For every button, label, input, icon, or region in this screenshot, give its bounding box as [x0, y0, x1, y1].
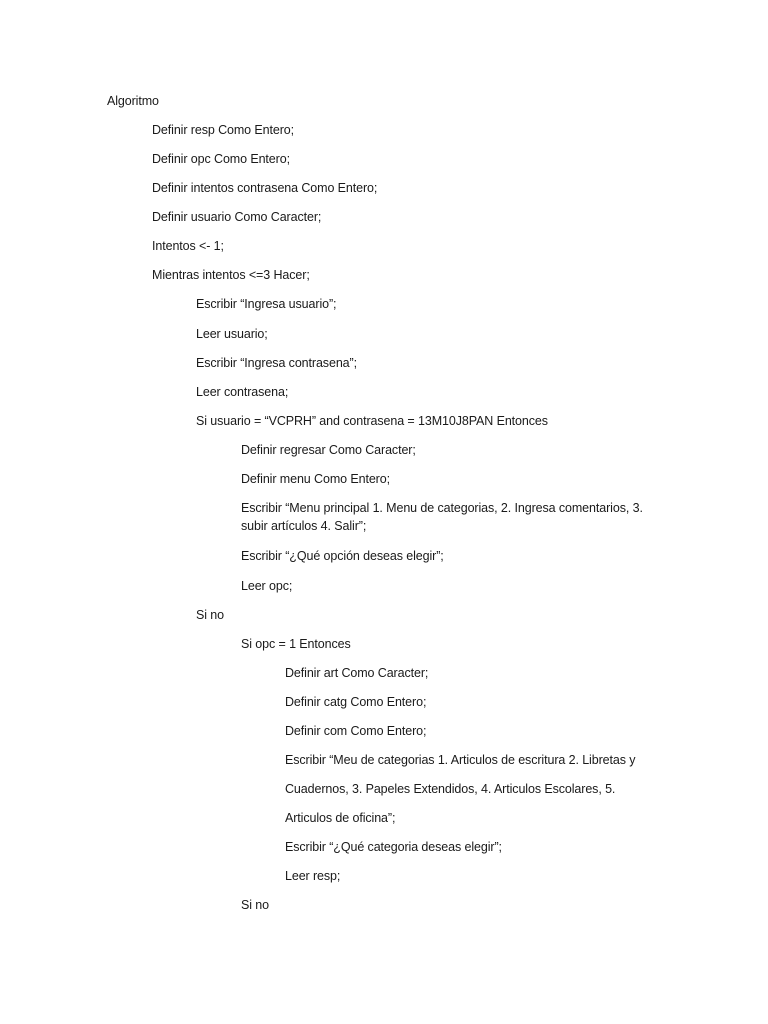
pseudocode-line: Definir catg Como Entero;: [285, 695, 427, 709]
pseudocode-line: Definir com Como Entero;: [285, 724, 427, 738]
pseudocode-line: Escribir “¿Qué categoria deseas elegir”;: [285, 840, 502, 854]
pseudocode-line: Leer opc;: [241, 579, 293, 593]
pseudocode-line: Leer resp;: [285, 869, 341, 883]
pseudocode-line: Si no: [196, 608, 224, 622]
pseudocode-line: Escribir “Ingresa contrasena”;: [196, 356, 357, 370]
pseudocode-line: Escribir “¿Qué opción deseas elegir”;: [241, 549, 444, 563]
pseudocode-line: Definir menu Como Entero;: [241, 472, 390, 486]
pseudocode-line: Algoritmo: [107, 94, 159, 108]
pseudocode-line: Definir opc Como Entero;: [152, 152, 290, 166]
pseudocode-line: Mientras intentos <=3 Hacer;: [152, 268, 310, 282]
pseudocode-line: Articulos de oficina”;: [285, 811, 396, 825]
pseudocode-line: Si opc = 1 Entonces: [241, 637, 351, 651]
pseudocode-line: Escribir “Ingresa usuario”;: [196, 297, 337, 311]
pseudocode-line: Escribir “Meu de categorias 1. Articulos de escritura 2. Libretas y: [285, 753, 636, 767]
pseudocode-line: Si no: [241, 898, 269, 912]
pseudocode-line: Leer usuario;: [196, 327, 268, 341]
pseudocode-line: Leer contrasena;: [196, 385, 289, 399]
pseudocode-line: Escribir “Menu principal 1. Menu de categorias, 2. Ingresa comentarios, 3. subir artículos 4. Salir”;: [241, 501, 643, 533]
pseudocode-line: Definir art Como Caracter;: [285, 666, 429, 680]
pseudocode-line: Si usuario = “VCPRH” and contrasena = 13M10J8PAN Entonces: [196, 414, 548, 428]
pseudocode-line: Intentos <- 1;: [152, 239, 224, 253]
pseudocode-line: Definir usuario Como Caracter;: [152, 210, 322, 224]
pseudocode-line: Cuadernos, 3. Papeles Extendidos, 4. Articulos Escolares, 5.: [285, 782, 616, 796]
pseudocode-line: Definir intentos contrasena Como Entero;: [152, 181, 378, 195]
pseudocode-line: Definir regresar Como Caracter;: [241, 443, 416, 457]
pseudocode-line: Definir resp Como Entero;: [152, 123, 295, 137]
